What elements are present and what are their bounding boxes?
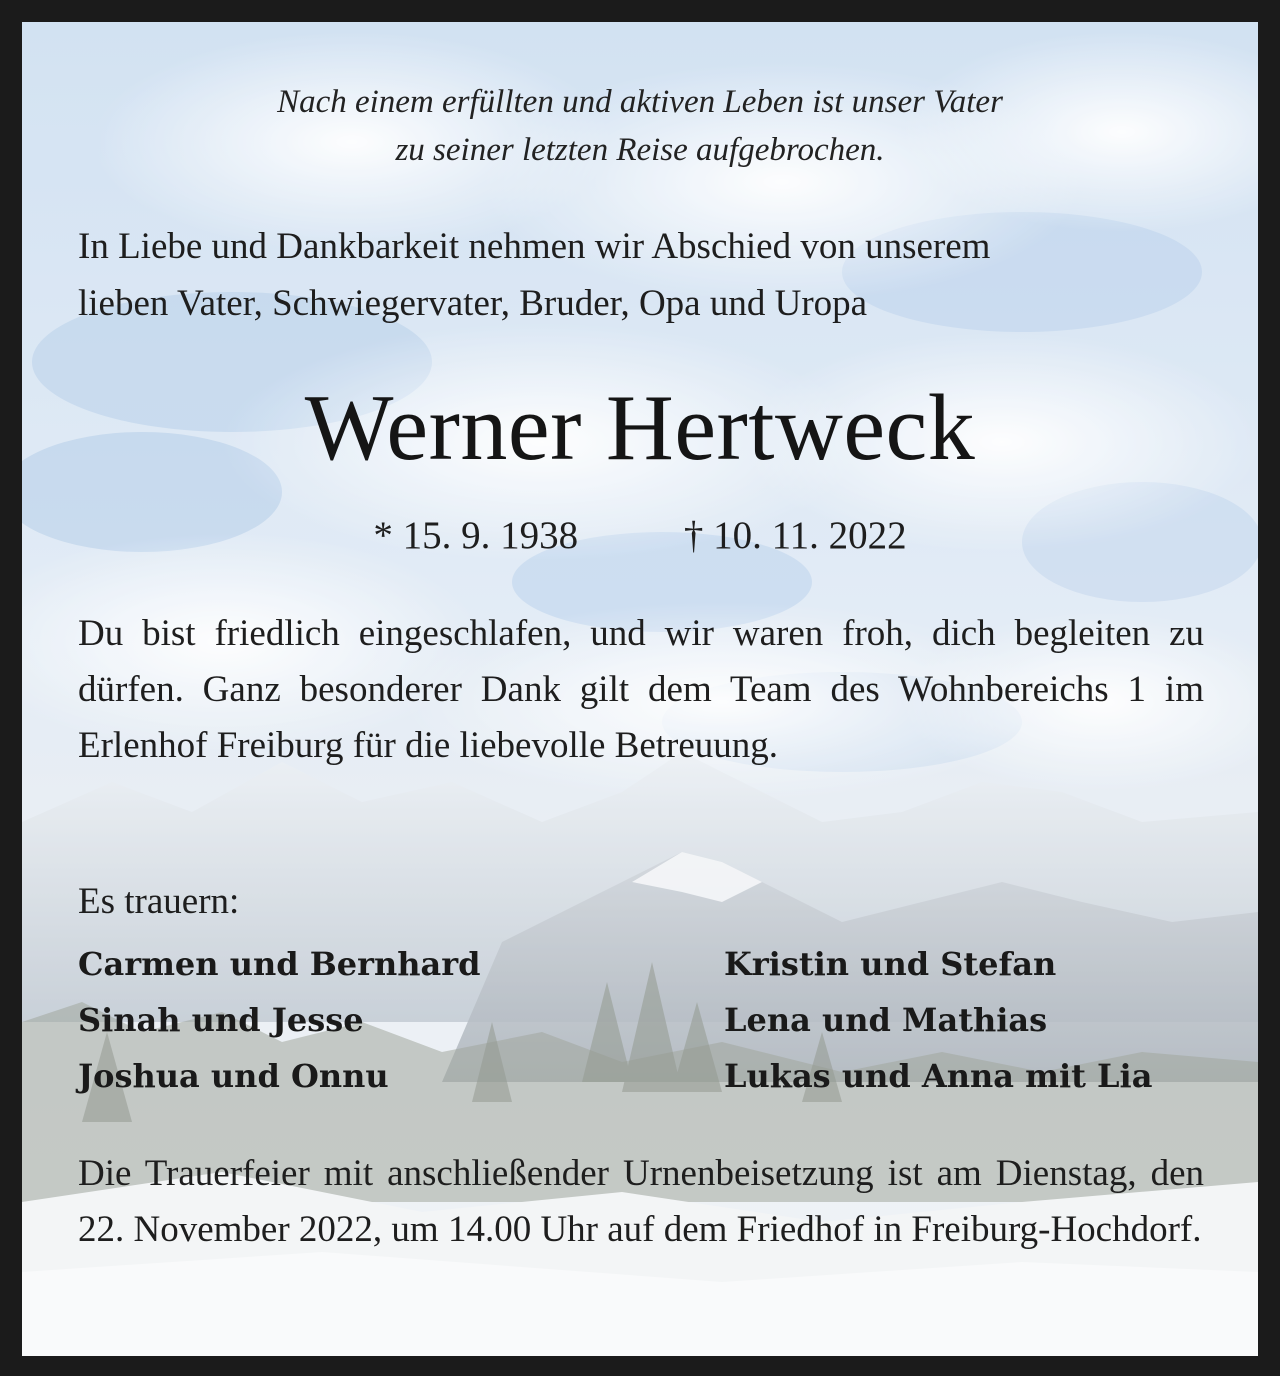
death-date: † 10. 11. 2022	[683, 514, 907, 557]
mourner-entry: Lukas und Anna mit Lia	[724, 1057, 1153, 1095]
deceased-name: Werner Hertweck	[304, 376, 976, 480]
opening-motto	[22, 78, 1258, 174]
mourners-left-column	[78, 936, 481, 1104]
notice-content	[22, 22, 1258, 1356]
mourners-label: Es trauern:	[78, 881, 240, 922]
farewell-intro	[78, 218, 1208, 332]
mourner-entry: Sinah und Jesse	[78, 1001, 364, 1039]
motto-line-2: zu seiner letzten Reise aufgebrochen.	[395, 132, 885, 168]
mourner-entry: Joshua und Onnu	[78, 1057, 389, 1095]
intro-line-2: lieben Vater, Schwiegervater, Bruder, Opa und Uropa	[78, 283, 868, 324]
mourner-entry: Kristin und Stefan	[724, 945, 1057, 983]
life-dates	[22, 510, 1258, 562]
mourner-entry: Lena und Mathias	[724, 1001, 1048, 1039]
birth-date: * 15. 9. 1938	[373, 514, 579, 557]
intro-line-1: In Liebe und Dankbarkeit nehmen wir Abschied von unserem	[78, 226, 991, 267]
thank-you-message: Du bist friedlich eingeschlafen, und wir waren froh, dich begleiten zu dürfen. Ganz besonderer Dank gilt dem Team des Wohnbereichs 1 im Erlenhof Freiburg für die liebevolle Betreuung.	[78, 613, 1204, 766]
funeral-details: Die Trauerfeier mit anschließender Urnenbeisetzung ist am Dienstag, den 22. November 2022, um 14.00 Uhr auf dem Friedhof in Freiburg-Hochdorf.	[78, 1153, 1204, 1250]
mourner-entry: Carmen und Bernhard	[78, 945, 481, 983]
mourners-right-column	[724, 936, 1152, 1104]
motto-line-1: Nach einem erfüllten und aktiven Leben ist unser Vater	[277, 84, 1003, 120]
